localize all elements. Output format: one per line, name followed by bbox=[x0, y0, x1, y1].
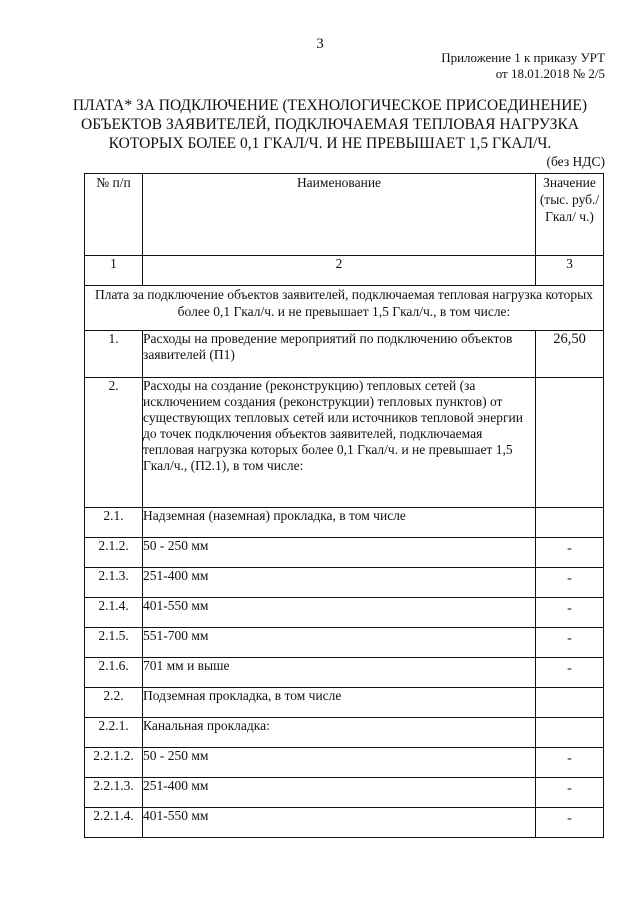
row-value bbox=[536, 378, 604, 508]
row-name: 701 мм и выше bbox=[143, 658, 536, 688]
table-row bbox=[85, 538, 604, 568]
row-name: 50 - 250 мм bbox=[143, 538, 536, 568]
row-name: Расходы на создание (реконструкцию) тепловых сетей (за исключением создания (реконструкции) тепловых пунктов) от существующих тепловых сетей или источников тепловой энергии до точек подключения объектов заявителей, подключаемая тепловая нагрузка которых более 0,1 Гкал/ч. и не превышает 1,5 Гкал/ч., (П2.1), в том числе: bbox=[143, 378, 536, 508]
section-caption-row bbox=[85, 286, 604, 331]
row-number: 2.1.2. bbox=[85, 538, 143, 568]
fee-table bbox=[84, 173, 604, 838]
table-row bbox=[85, 378, 604, 508]
index-row bbox=[85, 256, 604, 286]
row-number: 2.1. bbox=[85, 508, 143, 538]
row-value bbox=[536, 508, 604, 538]
row-name: 401-550 мм bbox=[143, 598, 536, 628]
row-value: - bbox=[536, 808, 604, 838]
row-name: 251-400 мм bbox=[143, 778, 536, 808]
row-name: Расходы на проведение мероприятий по подключению объектов заявителей (П1) bbox=[143, 331, 536, 378]
table-row bbox=[85, 778, 604, 808]
row-number: 2.2. bbox=[85, 688, 143, 718]
title-line-2: ОБЪЕКТОВ ЗАЯВИТЕЛЕЙ, ПОДКЛЮЧАЕМАЯ ТЕПЛОВАЯ НАГРУЗКА bbox=[81, 116, 579, 133]
row-name: Подземная прокладка, в том числе bbox=[143, 688, 536, 718]
row-number: 2. bbox=[85, 378, 143, 508]
section-caption: Плата за подключение объектов заявителей, подключаемая тепловая нагрузка которых более 0,1 Гкал/ч. и не превышает 1,5 Гкал/ч., в том числе: bbox=[85, 286, 604, 331]
row-number: 2.2.1.2. bbox=[85, 748, 143, 778]
page-number: 3 bbox=[316, 36, 324, 52]
row-value: - bbox=[536, 568, 604, 598]
index-col-3: 3 bbox=[536, 256, 604, 286]
table-row bbox=[85, 748, 604, 778]
table-row bbox=[85, 568, 604, 598]
table-row bbox=[85, 331, 604, 378]
row-name: 551-700 мм bbox=[143, 628, 536, 658]
index-col-1: 1 bbox=[85, 256, 143, 286]
table-row bbox=[85, 508, 604, 538]
row-name: 251-400 мм bbox=[143, 568, 536, 598]
row-value bbox=[536, 718, 604, 748]
appendix-reference bbox=[441, 50, 605, 82]
row-number: 2.2.1.4. bbox=[85, 808, 143, 838]
table-row bbox=[85, 688, 604, 718]
table-row bbox=[85, 718, 604, 748]
document-title bbox=[70, 96, 590, 153]
row-number: 2.1.6. bbox=[85, 658, 143, 688]
appendix-line-2: от 18.01.2018 № 2/5 bbox=[495, 66, 605, 81]
header-name: Наименование bbox=[143, 174, 536, 256]
table-body bbox=[85, 331, 604, 838]
row-number: 2.2.1. bbox=[85, 718, 143, 748]
row-number: 2.1.3. bbox=[85, 568, 143, 598]
row-value: - bbox=[536, 628, 604, 658]
table-row bbox=[85, 598, 604, 628]
row-value: - bbox=[536, 538, 604, 568]
appendix-line-1: Приложение 1 к приказу УРТ bbox=[441, 50, 605, 65]
row-value: - bbox=[536, 598, 604, 628]
row-number: 2.2.1.3. bbox=[85, 778, 143, 808]
table-row bbox=[85, 628, 604, 658]
row-name: 401-550 мм bbox=[143, 808, 536, 838]
title-line-1: ПЛАТА* ЗА ПОДКЛЮЧЕНИЕ (ТЕХНОЛОГИЧЕСКОЕ ПРИСОЕДИНЕНИЕ) bbox=[72, 97, 588, 114]
row-value: - bbox=[536, 748, 604, 778]
table-row bbox=[85, 808, 604, 838]
header-num bbox=[85, 174, 143, 256]
row-value: 26,50 bbox=[536, 331, 604, 378]
row-number: 2.1.4. bbox=[85, 598, 143, 628]
row-number: 1. bbox=[85, 331, 143, 378]
row-value bbox=[536, 688, 604, 718]
index-col-2: 2 bbox=[143, 256, 536, 286]
title-line-3: КОТОРЫХ БОЛЕЕ 0,1 ГКАЛ/Ч. И НЕ ПРЕВЫШАЕТ 1,5 ГКАЛ/Ч. bbox=[108, 135, 552, 152]
vat-note: (без НДС) bbox=[546, 154, 605, 169]
row-name: 50 - 250 мм bbox=[143, 748, 536, 778]
table-row bbox=[85, 658, 604, 688]
table-header-row bbox=[85, 174, 604, 256]
row-name: Надземная (наземная) прокладка, в том числе bbox=[143, 508, 536, 538]
row-name: Канальная прокладка: bbox=[143, 718, 536, 748]
header-num-text: № п/п bbox=[96, 175, 131, 190]
header-value: Значение (тыс. руб./Гкал/ ч.) bbox=[536, 174, 604, 256]
row-value: - bbox=[536, 658, 604, 688]
row-value: - bbox=[536, 778, 604, 808]
row-number: 2.1.5. bbox=[85, 628, 143, 658]
